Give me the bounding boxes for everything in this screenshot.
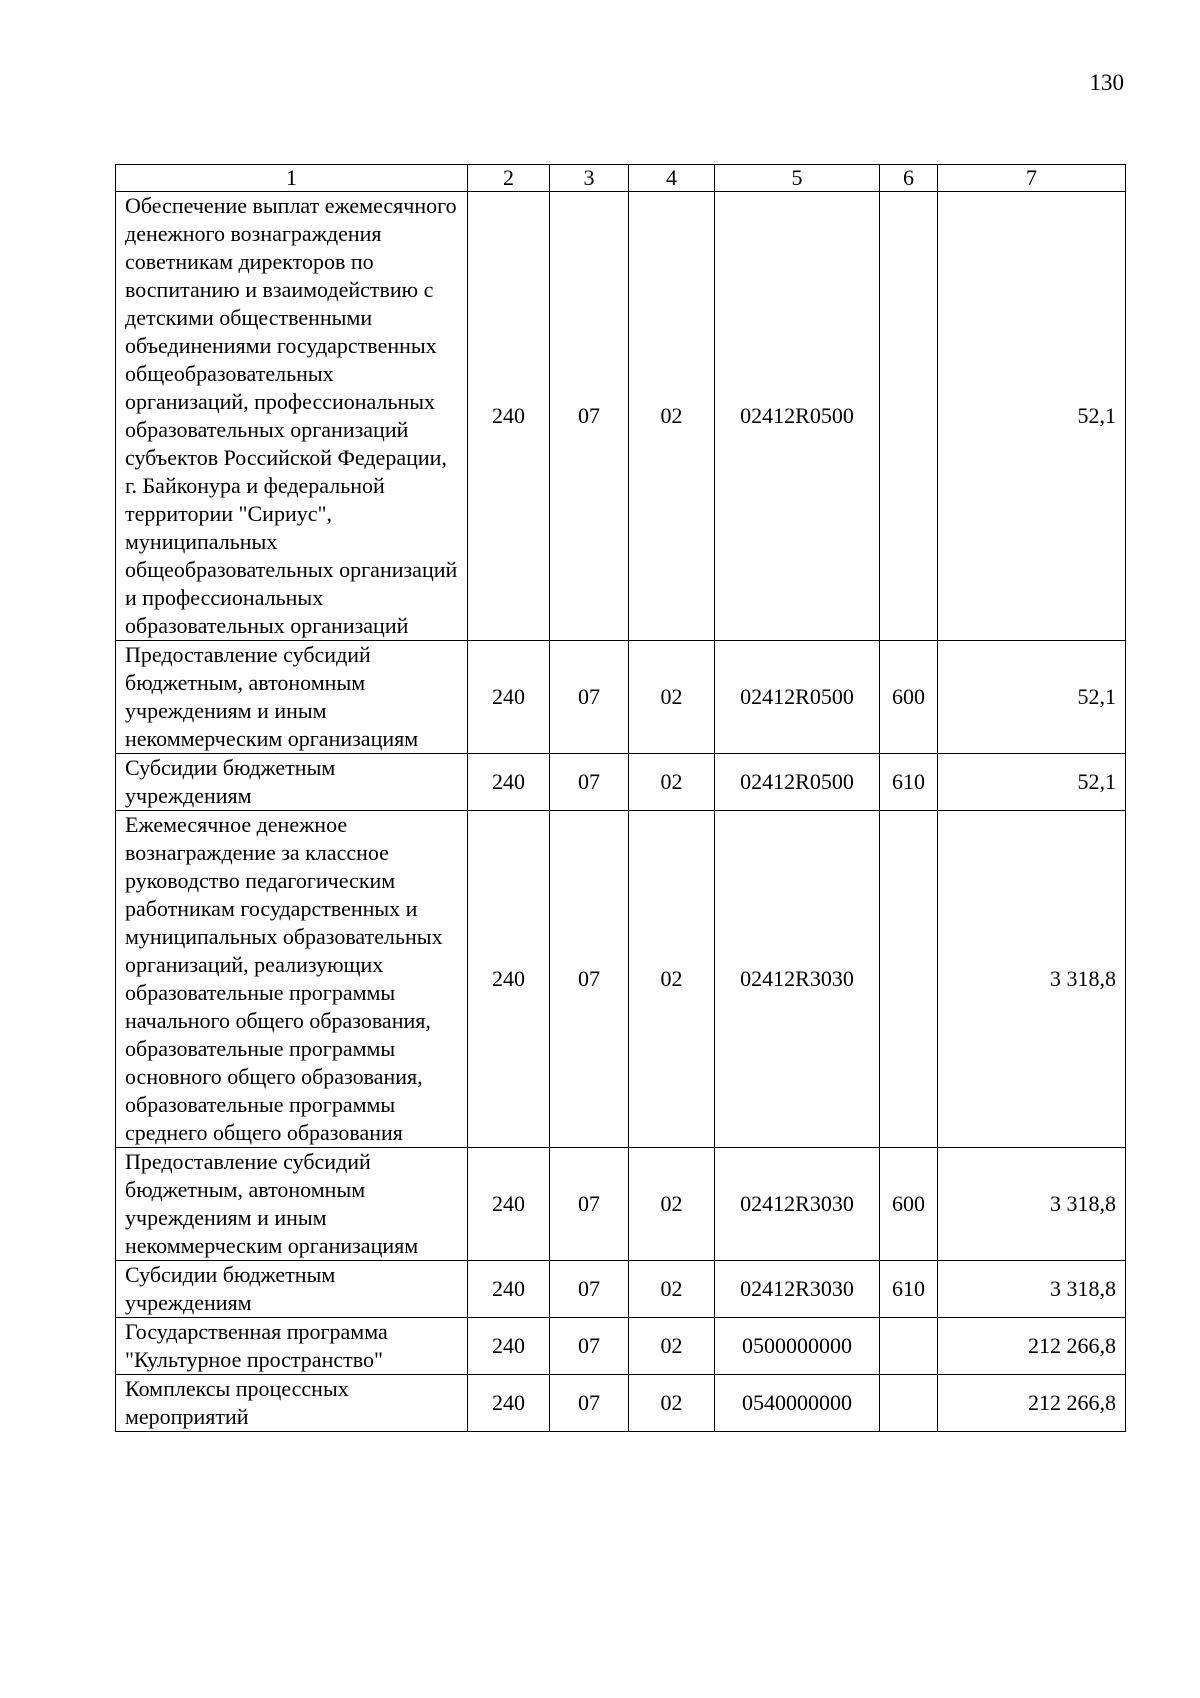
table-row — [116, 192, 1126, 641]
row-code-5: 0540000000 — [715, 1375, 880, 1432]
row-code-3: 07 — [550, 192, 629, 641]
row-code-6: 610 — [880, 1261, 938, 1318]
table-row — [116, 1261, 1126, 1318]
row-name: Обеспечение выплат ежемесячного денежного вознаграждения советникам директоров по воспитанию и взаимодействию с детскими общественными объединениями государственных общеобразовательных организаций, профессиональных образовательных организаций субъектов Российской Федерации, г. Байконура и федеральной территории "Сириус", муниципальных общеобразовательных организаций и профессиональных образовательных организаций — [116, 192, 468, 641]
table-row — [116, 1148, 1126, 1261]
row-code-4: 02 — [629, 1375, 715, 1432]
row-code-2: 240 — [468, 192, 550, 641]
row-amount: 52,1 — [938, 192, 1126, 641]
row-code-4: 02 — [629, 641, 715, 754]
row-code-6: 610 — [880, 754, 938, 811]
row-code-5: 02412R0500 — [715, 754, 880, 811]
row-code-3: 07 — [550, 1148, 629, 1261]
row-amount: 52,1 — [938, 754, 1126, 811]
row-name: Государственная программа "Культурное пространство" — [116, 1318, 468, 1375]
row-code-5: 02412R0500 — [715, 192, 880, 641]
budget-table — [115, 164, 1126, 1432]
row-code-4: 02 — [629, 811, 715, 1148]
column-header-5: 5 — [715, 165, 880, 192]
row-code-6 — [880, 811, 938, 1148]
page-number: 130 — [1089, 70, 1124, 95]
row-code-6: 600 — [880, 1148, 938, 1261]
row-code-2: 240 — [468, 811, 550, 1148]
row-code-5: 02412R3030 — [715, 811, 880, 1148]
row-code-6 — [880, 1318, 938, 1375]
column-header-7: 7 — [938, 165, 1126, 192]
row-code-3: 07 — [550, 811, 629, 1148]
row-name: Субсидии бюджетным учреждениям — [116, 1261, 468, 1318]
row-amount: 3 318,8 — [938, 811, 1126, 1148]
column-header-3: 3 — [550, 165, 629, 192]
table-row — [116, 811, 1126, 1148]
row-code-4: 02 — [629, 754, 715, 811]
row-name: Предоставление субсидий бюджетным, автономным учреждениям и иным некоммерческим организациям — [116, 641, 468, 754]
row-code-3: 07 — [550, 1318, 629, 1375]
row-code-5: 02412R0500 — [715, 641, 880, 754]
row-code-3: 07 — [550, 1261, 629, 1318]
row-code-4: 02 — [629, 192, 715, 641]
column-header-2: 2 — [468, 165, 550, 192]
header-row — [116, 165, 1126, 192]
row-code-4: 02 — [629, 1261, 715, 1318]
row-code-2: 240 — [468, 1375, 550, 1432]
row-code-4: 02 — [629, 1318, 715, 1375]
table-body — [116, 192, 1126, 1432]
row-code-3: 07 — [550, 1375, 629, 1432]
table-row — [116, 641, 1126, 754]
row-code-6 — [880, 1375, 938, 1432]
table-row — [116, 1318, 1126, 1375]
row-code-6 — [880, 192, 938, 641]
table-row — [116, 1375, 1126, 1432]
row-code-3: 07 — [550, 641, 629, 754]
row-code-5: 02412R3030 — [715, 1148, 880, 1261]
row-code-4: 02 — [629, 1148, 715, 1261]
row-code-6: 600 — [880, 641, 938, 754]
row-amount: 3 318,8 — [938, 1261, 1126, 1318]
row-amount: 212 266,8 — [938, 1375, 1126, 1432]
row-code-2: 240 — [468, 754, 550, 811]
row-code-2: 240 — [468, 1148, 550, 1261]
row-amount: 212 266,8 — [938, 1318, 1126, 1375]
row-name: Предоставление субсидий бюджетным, автономным учреждениям и иным некоммерческим организациям — [116, 1148, 468, 1261]
row-name: Ежемесячное денежное вознаграждение за классное руководство педагогическим работникам государственных и муниципальных образовательных организаций, реализующих образовательные программы начального общего образования, образовательные программы основного общего образования, образовательные программы среднего общего образования — [116, 811, 468, 1148]
column-header-6: 6 — [880, 165, 938, 192]
row-code-3: 07 — [550, 754, 629, 811]
row-code-2: 240 — [468, 1261, 550, 1318]
column-header-4: 4 — [629, 165, 715, 192]
row-amount: 3 318,8 — [938, 1148, 1126, 1261]
row-name: Субсидии бюджетным учреждениям — [116, 754, 468, 811]
column-header-1: 1 — [116, 165, 468, 192]
row-code-5: 0500000000 — [715, 1318, 880, 1375]
row-name: Комплексы процессных мероприятий — [116, 1375, 468, 1432]
row-amount: 52,1 — [938, 641, 1126, 754]
row-code-5: 02412R3030 — [715, 1261, 880, 1318]
row-code-2: 240 — [468, 641, 550, 754]
table-header — [116, 165, 1126, 192]
row-code-2: 240 — [468, 1318, 550, 1375]
table-row — [116, 754, 1126, 811]
